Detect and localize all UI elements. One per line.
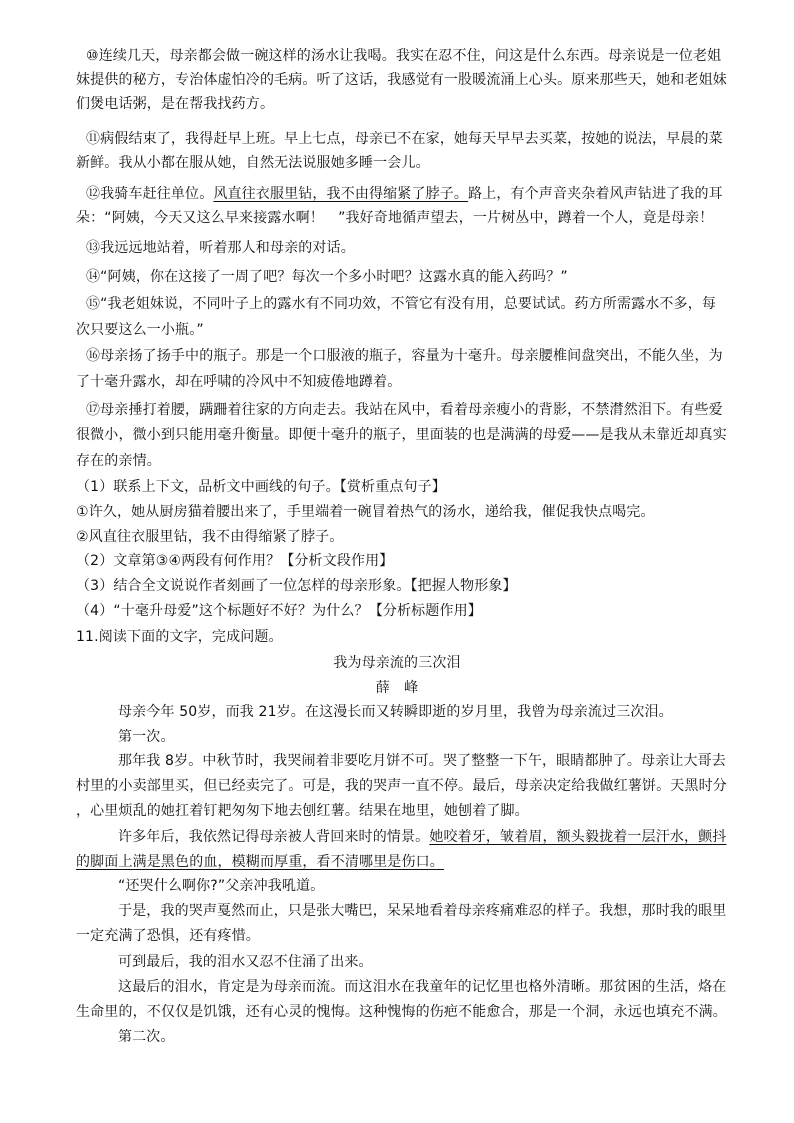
para-17-line-2: 很微小，微小到只能用毫升衡量。即便十毫升的瓶子，里面装的也是满满的母爱——是我从未靠近却真实	[76, 427, 727, 443]
article-para-8-line-2: 生命里的，不仅仅是饥饿，还有心灵的愧悔。这种愧悔的伤疤不能愈合，那是一个洞，永远也填充不满。	[76, 1004, 727, 1020]
para-12-text-a: ⑫我骑车赶往单位。	[86, 186, 214, 202]
para-15-line-1: ⑮“我老姐妹说，不同叶子上的露水有不同功效，不管它有没有用，总要试试。药方所需露水不多，每	[86, 296, 716, 312]
underlined-sentence-2: 风直往衣服里钻，我不由得缩紧了脖子。	[213, 186, 469, 202]
article-para-7: 可到最后，我的泪水又忍不住涌了出来。	[118, 954, 373, 970]
article-para-8-line-1: 这最后的泪水，肯定是为母亲而流。而这泪水在我童年的记忆里也格外清晰。那贫困的生活，烙在	[118, 979, 727, 995]
question-3: （3）结合全文说说作者刻画了一位怎样的母亲形象。【把握人物形象】	[76, 578, 517, 594]
question-4: （4）“十毫升母爱”这个标题好不好？为什么？【分析标题作用】	[76, 603, 482, 619]
article-title: 我为母亲流的三次泪	[333, 655, 461, 671]
para-14: ⑭“阿姨，你在这接了一周了吧？每次一个多小时吧？这露水真的能入药吗？”	[86, 269, 568, 285]
para-15-line-2: 次只要这么一小瓶。”	[76, 322, 204, 338]
article-para-4-line-1	[118, 827, 726, 847]
para-11-line-2: 新鲜。我从小都在服从她，自然无法说服她多睡一会儿。	[76, 155, 430, 171]
article-second-time: 第二次。	[118, 1029, 175, 1045]
article-para-1: 母亲今年 50岁，而我 21岁。在这漫长而又转瞬即逝的岁月里，我曾为母亲流过三次泪。	[118, 704, 673, 720]
para-17-line-1: ⑰母亲捶打着腰，蹒跚着往家的方向走去。我站在风中，看着母亲瘦小的背影，不禁潸然泪下。有些爱	[86, 402, 723, 418]
para-16-line-1: ⑯母亲扬了扬手中的瓶子。那是一个口服液的瓶子，容量为十毫升。母亲腰椎间盘突出，不能久坐，为	[86, 348, 723, 364]
question-11-heading: 11.阅读下面的文字，完成问题。	[76, 629, 283, 645]
para-10-line-1: ⑩连续几天，母亲都会做一碗这样的汤水让我喝。我实在忍不住，问这是什么东西。母亲说是一位老姐	[86, 48, 722, 64]
para-10-line-3: 们煲电话粥，是在帮我找药方。	[76, 96, 275, 112]
question-1: （1）联系上下文，品析文中画线的句子。【赏析重点句子】	[76, 479, 446, 495]
question-1-item-1: ①许久，她从厨房猫着腰出来了，手里端着一碗冒着热气的汤水，递给我，催促我快点喝完。	[76, 504, 655, 520]
para-12-line-1	[86, 184, 723, 204]
para-12-line-2: 朵：“阿姨，今天又这么早来接露水啊！ ”我好奇地循声望去，一片树丛中，蹲着一个人，竟是母亲！	[76, 210, 714, 226]
article-first-time: 第一次。	[118, 729, 175, 745]
article-para-6-line-1: 于是，我的哭声戛然而止，只是张大嘴巴，呆呆地看着母亲疼痛难忍的样子。我想，那时我的眼里	[118, 903, 727, 919]
question-1-item-2: ②风直往衣服里钻，我不由得缩紧了脖子。	[76, 529, 344, 545]
article-para-4-text: 许多年后，我依然记得母亲被人背回来时的情景。	[118, 829, 430, 845]
question-2: （2）文章第③④两段有何作用？【分析文段作用】	[76, 553, 394, 569]
article-para-3-line-3: ，心里烦乱的她扛着钉耙匆匆下地去刨红薯。结果在地里，她刨着了脚。	[76, 803, 529, 819]
article-author: 薛 峰	[375, 680, 419, 696]
para-11-line-1: ⑪病假结束了，我得赶早上班。早上七点，母亲已不在家，她每天早早去买菜，按她的说法，早晨的菜	[86, 131, 723, 147]
para-13: ⑬我远远地站着，听着那人和母亲的对话。	[86, 240, 355, 256]
para-17-line-3: 存在的亲情。	[76, 453, 161, 469]
article-para-6-line-2: 一定充满了恐惧，还有疼惜。	[76, 928, 260, 944]
article-para-3-line-2: 村里的小卖部里买，但已经卖完了。可是，我的哭声一直不停。最后，母亲决定给我做红薯饼。天黑时分	[76, 778, 727, 794]
para-16-line-2: 了十毫升露水，却在呼啸的冷风中不知疲倦地蹲着。	[76, 374, 402, 390]
para-12-text-b: 路上，有个声音夹杂着风声钻进了我的耳	[468, 186, 723, 202]
article-para-5: “还哭什么啊你?”父亲冲我吼道。	[118, 878, 325, 894]
article-underlined-sentence-a: 她咬着牙，皱着眉，额头毅拢着一层汗水，颤抖	[429, 829, 727, 845]
article-underlined-sentence-b: 的脚面上满是黑色的血，模糊而厚重，看不清哪里是伤口。	[76, 854, 444, 870]
article-para-3-line-1: 那年我 8岁。中秋节时，我哭闹着非要吃月饼不可。哭了整整一下午，眼睛都肿了。母亲让大哥去	[118, 753, 726, 769]
para-10-line-2: 妹提供的秘方，专治体虚怕冷的毛病。听了这话，我感觉有一股暖流涌上心头。原来那些天，她和老姐妹	[76, 72, 727, 88]
